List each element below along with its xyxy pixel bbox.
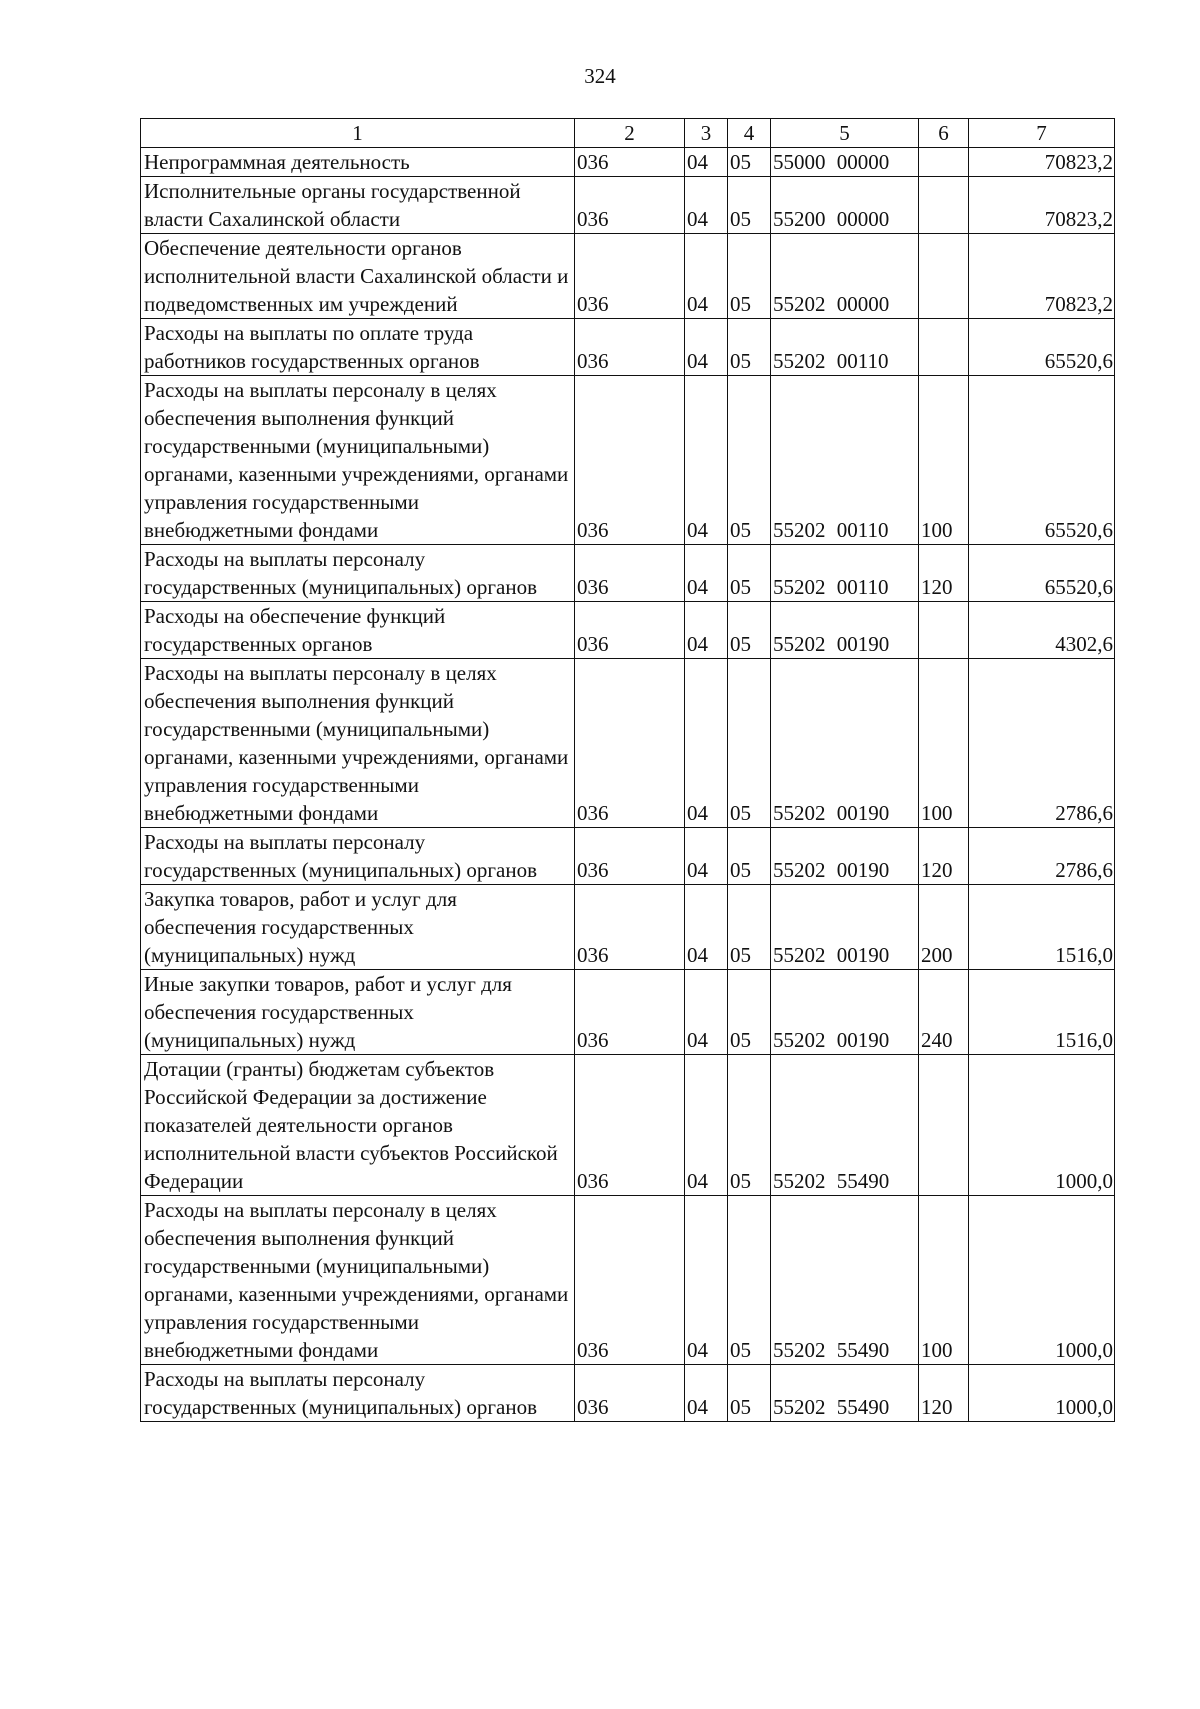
target-article-cell: 55202 00110 — [771, 376, 919, 545]
expense-type-cell — [919, 319, 969, 376]
target-article-cell: 55202 55490 — [771, 1055, 919, 1196]
table-row — [141, 177, 1115, 234]
section-code-cell: 04 — [685, 177, 728, 234]
ministry-code-cell: 036 — [575, 1055, 685, 1196]
ministry-code-cell: 036 — [575, 319, 685, 376]
target-article-cell: 55202 00190 — [771, 659, 919, 828]
amount-cell: 70823,2 — [969, 177, 1115, 234]
item-name-cell: Расходы на выплаты персоналу государственных (муниципальных) органов — [141, 1365, 575, 1422]
expense-type-cell: 120 — [919, 545, 969, 602]
amount-cell: 65520,6 — [969, 319, 1115, 376]
item-name-cell: Иные закупки товаров, работ и услуг для обеспечения государственных (муниципальных) нужд — [141, 970, 575, 1055]
amount-cell: 2786,6 — [969, 659, 1115, 828]
header-col-6: 6 — [919, 119, 969, 148]
subsection-code-cell: 05 — [728, 177, 771, 234]
item-name-cell: Расходы на выплаты персоналу в целях обеспечения выполнения функций государственными (муниципальными) органами, казенными учреждениями, органами управления государственными внебюджетными фондами — [141, 659, 575, 828]
section-code-cell: 04 — [685, 545, 728, 602]
table-row — [141, 234, 1115, 319]
budget-table — [140, 118, 1115, 1422]
subsection-code-cell: 05 — [728, 148, 771, 177]
subsection-code-cell: 05 — [728, 1055, 771, 1196]
table-row — [141, 602, 1115, 659]
table-row — [141, 970, 1115, 1055]
header-col-3: 3 — [685, 119, 728, 148]
target-article-cell: 55202 55490 — [771, 1365, 919, 1422]
target-article-cell: 55202 00190 — [771, 970, 919, 1055]
expense-type-cell — [919, 234, 969, 319]
section-code-cell: 04 — [685, 659, 728, 828]
ministry-code-cell: 036 — [575, 602, 685, 659]
ministry-code-cell: 036 — [575, 885, 685, 970]
subsection-code-cell: 05 — [728, 319, 771, 376]
section-code-cell: 04 — [685, 1196, 728, 1365]
amount-cell: 1516,0 — [969, 885, 1115, 970]
table-row — [141, 376, 1115, 545]
expense-type-cell: 100 — [919, 376, 969, 545]
amount-cell: 1000,0 — [969, 1365, 1115, 1422]
ministry-code-cell: 036 — [575, 828, 685, 885]
subsection-code-cell: 05 — [728, 970, 771, 1055]
amount-cell: 65520,6 — [969, 545, 1115, 602]
ministry-code-cell: 036 — [575, 1196, 685, 1365]
item-name-cell: Обеспечение деятельности органов исполнительной власти Сахалинской области и подведомственных им учреждений — [141, 234, 575, 319]
item-name-cell: Расходы на выплаты персоналу в целях обеспечения выполнения функций государственными (муниципальными) органами, казенными учреждениями, органами управления государственными внебюджетными фондами — [141, 1196, 575, 1365]
target-article-cell: 55202 55490 — [771, 1196, 919, 1365]
target-article-cell: 55202 00190 — [771, 885, 919, 970]
item-name-cell: Расходы на выплаты персоналу в целях обеспечения выполнения функций государственными (муниципальными) органами, казенными учреждениями, органами управления государственными внебюджетными фондами — [141, 376, 575, 545]
table-row — [141, 1365, 1115, 1422]
ministry-code-cell: 036 — [575, 148, 685, 177]
section-code-cell: 04 — [685, 148, 728, 177]
expense-type-cell: 100 — [919, 659, 969, 828]
header-col-5: 5 — [771, 119, 919, 148]
section-code-cell: 04 — [685, 828, 728, 885]
table-row — [141, 319, 1115, 376]
section-code-cell: 04 — [685, 885, 728, 970]
table-row — [141, 1055, 1115, 1196]
amount-cell: 1000,0 — [969, 1055, 1115, 1196]
expense-type-cell — [919, 602, 969, 659]
header-col-7: 7 — [969, 119, 1115, 148]
header-col-2: 2 — [575, 119, 685, 148]
subsection-code-cell: 05 — [728, 885, 771, 970]
subsection-code-cell: 05 — [728, 234, 771, 319]
expense-type-cell: 100 — [919, 1196, 969, 1365]
subsection-code-cell: 05 — [728, 1196, 771, 1365]
ministry-code-cell: 036 — [575, 177, 685, 234]
item-name-cell: Расходы на обеспечение функций государственных органов — [141, 602, 575, 659]
expense-type-cell: 240 — [919, 970, 969, 1055]
table-body — [141, 148, 1115, 1422]
subsection-code-cell: 05 — [728, 1365, 771, 1422]
item-name-cell: Расходы на выплаты персоналу государственных (муниципальных) органов — [141, 545, 575, 602]
expense-type-cell: 200 — [919, 885, 969, 970]
ministry-code-cell: 036 — [575, 376, 685, 545]
item-name-cell: Расходы на выплаты по оплате труда работников государственных органов — [141, 319, 575, 376]
item-name-cell: Дотации (гранты) бюджетам субъектов Российской Федерации за достижение показателей деятельности органов исполнительной власти субъектов Российской Федерации — [141, 1055, 575, 1196]
item-name-cell: Расходы на выплаты персоналу государственных (муниципальных) органов — [141, 828, 575, 885]
target-article-cell: 55000 00000 — [771, 148, 919, 177]
amount-cell: 1516,0 — [969, 970, 1115, 1055]
amount-cell: 2786,6 — [969, 828, 1115, 885]
table-row — [141, 659, 1115, 828]
amount-cell: 70823,2 — [969, 234, 1115, 319]
amount-cell: 1000,0 — [969, 1196, 1115, 1365]
ministry-code-cell: 036 — [575, 1365, 685, 1422]
amount-cell: 65520,6 — [969, 376, 1115, 545]
section-code-cell: 04 — [685, 1055, 728, 1196]
subsection-code-cell: 05 — [728, 828, 771, 885]
expense-type-cell — [919, 177, 969, 234]
ministry-code-cell: 036 — [575, 234, 685, 319]
ministry-code-cell: 036 — [575, 545, 685, 602]
table-row — [141, 545, 1115, 602]
expense-type-cell — [919, 148, 969, 177]
target-article-cell: 55202 00110 — [771, 545, 919, 602]
target-article-cell: 55200 00000 — [771, 177, 919, 234]
subsection-code-cell: 05 — [728, 659, 771, 828]
section-code-cell: 04 — [685, 319, 728, 376]
header-row — [141, 119, 1115, 148]
header-col-1: 1 — [141, 119, 575, 148]
item-name-cell: Закупка товаров, работ и услуг для обеспечения государственных (муниципальных) нужд — [141, 885, 575, 970]
amount-cell: 70823,2 — [969, 148, 1115, 177]
subsection-code-cell: 05 — [728, 376, 771, 545]
section-code-cell: 04 — [685, 376, 728, 545]
table-row — [141, 148, 1115, 177]
section-code-cell: 04 — [685, 970, 728, 1055]
target-article-cell: 55202 00190 — [771, 828, 919, 885]
table-row — [141, 1196, 1115, 1365]
section-code-cell: 04 — [685, 602, 728, 659]
table-header — [141, 119, 1115, 148]
expense-type-cell — [919, 1055, 969, 1196]
expense-type-cell: 120 — [919, 1365, 969, 1422]
target-article-cell: 55202 00000 — [771, 234, 919, 319]
amount-cell: 4302,6 — [969, 602, 1115, 659]
item-name-cell: Непрограммная деятельность — [141, 148, 575, 177]
table-row — [141, 828, 1115, 885]
target-article-cell: 55202 00190 — [771, 602, 919, 659]
page-number: 324 — [584, 64, 616, 88]
target-article-cell: 55202 00110 — [771, 319, 919, 376]
header-col-4: 4 — [728, 119, 771, 148]
subsection-code-cell: 05 — [728, 545, 771, 602]
item-name-cell: Исполнительные органы государственной власти Сахалинской области — [141, 177, 575, 234]
subsection-code-cell: 05 — [728, 602, 771, 659]
ministry-code-cell: 036 — [575, 970, 685, 1055]
table-row — [141, 885, 1115, 970]
ministry-code-cell: 036 — [575, 659, 685, 828]
section-code-cell: 04 — [685, 1365, 728, 1422]
expense-type-cell: 120 — [919, 828, 969, 885]
section-code-cell: 04 — [685, 234, 728, 319]
